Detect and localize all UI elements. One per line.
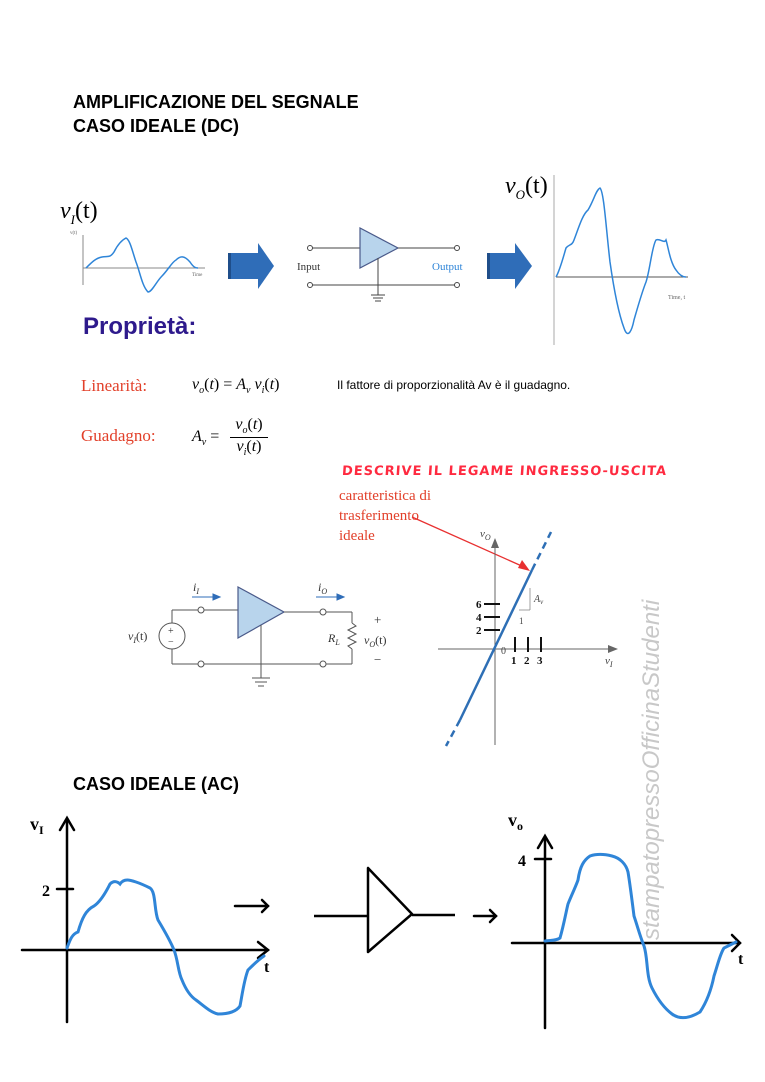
source-minus: − [168,637,174,648]
slope-label: $A_v$ [534,594,544,606]
ac-input-wave [67,880,264,1014]
y-tick-6: 6 [476,599,482,611]
amplifier-circuit [159,587,356,686]
load-label: $R_L$ [328,631,340,647]
output-chart-time: Time, t [668,295,686,301]
slope-triangle [519,588,544,626]
ac-input-axis-label: $v_I$ [30,814,44,837]
dc-diagram [0,0,765,350]
transfer-x-axis-label: $v_I$ [605,655,613,669]
output-voltage-label: $v_O(t)$ [364,633,387,649]
y-tick-4: 4 [476,612,482,624]
source-plus: + [168,626,174,637]
input-signal-label: $v_I(t)$ [60,198,98,227]
transfer-y-axis-label: $v_O$ [480,528,491,542]
source-label: $v_I(t)$ [128,629,148,645]
ac-input-peak: 2 [42,883,50,900]
linearity-label: Linearità: [81,376,148,395]
ac-input-chart [22,818,268,1022]
slope-one: 1 [519,616,524,626]
amplifier-diagram [297,228,463,301]
amp-output-label: Output [432,261,463,273]
linearity-formula: $v_o(t) = A_v$ $v_i(t)$ [192,376,280,397]
minus-sign: − [374,652,382,667]
amp-input-label: Input [297,261,321,273]
ac-heading: CASO IDEALE (AC) [73,774,239,794]
output-current-label: $i_O$ [318,580,328,596]
input-waveform-chart [70,231,205,292]
pointer-arrow-icon [412,517,530,571]
x-tick-1: 1 [511,655,517,667]
linearity-note: Il fattore di proporzionalità Av è il guadagno. [337,378,571,392]
x-tick-3: 3 [537,655,543,667]
handwritten-heading: DESCRIVE IL LEGAME INGRESSO-USCITA [341,464,668,479]
x-tick-2: 2 [524,655,530,667]
ac-input-t: t [264,959,270,976]
output-signal-label: $v_O(t)$ [505,173,548,202]
ac-output-axis-label: $v_o$ [508,810,523,833]
transfer-line [446,532,551,746]
origin-label: 0 [501,646,506,657]
properties-heading: Proprietà: [83,313,197,340]
page-title: AMPLIFICAZIONE DEL SEGNALE [73,92,359,112]
output-waveform-chart [554,175,688,345]
ac-amplifier-symbol [314,868,455,952]
ac-output-t: t [738,951,744,968]
gain-label: Guadagno: [81,426,156,445]
arrow-right-icon-3 [235,900,268,912]
page-subtitle-dc: CASO IDEALE (DC) [73,116,239,136]
transfer-caption: caratteristica di trasferimento ideale [339,488,432,544]
plus-sign: + [374,612,382,627]
watermark: stampatopressoOfficinaStudenti [638,599,665,940]
y-tick-2: 2 [476,625,482,637]
input-chart-time: Time [192,273,203,278]
input-current-label: $i_I$ [193,580,200,596]
arrow-right-icon-2 [487,243,532,289]
ac-output-peak: 4 [518,853,526,870]
input-chart-ylabel: v(t) [70,231,78,236]
arrow-right-icon-4 [474,910,496,922]
arrow-right-icon [228,243,274,289]
